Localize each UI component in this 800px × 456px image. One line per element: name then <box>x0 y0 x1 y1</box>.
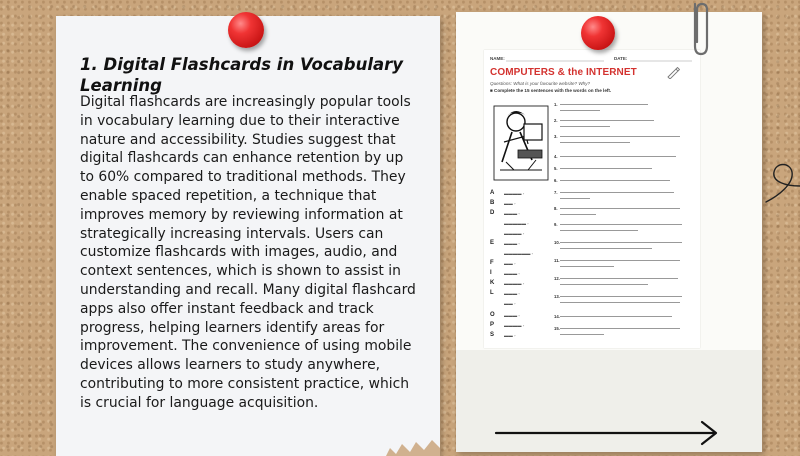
note-card <box>56 16 440 456</box>
worksheet-date-label: DATE: <box>614 56 628 61</box>
list-item: B ▬▬ ◦ <box>490 200 516 206</box>
right-arrow-icon <box>492 418 726 448</box>
note-body: Digital flashcards are increasingly popular tools in vocabulary learning due to their interactive nature and accessibility. Studies suggest that digital flashcards can enhance retention by up to 60% compared to traditional methods. They enable spaced repetition, a technique that improves memory by reviewing information at strategically increasing intervals. Users can customize flashcards with images, audio, and context sentences, which is shown to assist in understanding and recall. Many digital flashcard apps also offer instant feedback and track progress, helping learners identify areas for improvement. The convenience of using mobile devices allows learners to study anywhere, contributing to more consistent practice, which is crucial for language acquisition. <box>80 94 416 411</box>
list-item: L ▬▬▬ ◦ <box>490 290 520 296</box>
worksheet-image: NAME: DATE: COMPUTERS & the INTERNET Questions: What is your favourite website? Why? ■ Complete the 15 sentences with the words on the left. A ▬▬▬▬ ◦ B ▬▬ ◦ D ▬▬▬ ◦ ▬▬▬▬▬ ◦ ▬▬▬▬ ◦ E ▬▬▬ ◦ ▬▬▬▬▬▬ ◦ F ▬▬ ◦ I ▬▬▬ ◦ K ▬▬▬▬ ◦ L ▬▬▬ ◦ ▬▬ ◦ O ▬▬▬ ◦ P ▬▬▬▬ ◦ S ▬▬ ◦ 1. 2. 3. 4. 5. 6. 7. 8. 9. 10. 11. 12. 13. 14. 15. <box>484 50 700 348</box>
note-title: 1. Digital Flashcards in Vocabulary Learning <box>80 55 403 95</box>
worksheet-name-label: NAME: <box>490 56 505 61</box>
list-item: S ▬▬ ◦ <box>490 332 516 338</box>
list-item: F ▬▬ ◦ <box>490 260 516 266</box>
list-item: P ▬▬▬▬ ◦ <box>490 322 525 328</box>
worksheet-title: COMPUTERS & the INTERNET <box>490 67 637 78</box>
list-item: D ▬▬▬ ◦ <box>490 210 520 216</box>
list-item: ▬▬▬▬▬ ◦ <box>504 221 529 226</box>
list-item: ▬▬▬▬▬▬ ◦ <box>504 251 534 256</box>
list-item: ▬▬▬▬ ◦ <box>504 231 525 236</box>
list-item: O ▬▬▬ ◦ <box>490 312 520 318</box>
worksheet-question: Questions: What is your favourite website? Why? <box>490 81 591 86</box>
list-item: A ▬▬▬▬ ◦ <box>490 190 525 196</box>
loop-doodle-icon <box>756 152 800 208</box>
paper-clip-icon <box>686 0 712 58</box>
person-at-computer-illustration <box>492 102 550 182</box>
worksheet-instruction: ■ Complete the 15 sentences with the words on the left. <box>490 88 612 93</box>
list-item: I ▬▬▬ ◦ <box>490 270 520 276</box>
list-item: K ▬▬▬▬ ◦ <box>490 280 525 286</box>
red-pushpin-icon <box>581 16 615 50</box>
pencil-icon <box>666 67 680 79</box>
worksheet-header-lines <box>484 50 700 64</box>
list-item: E ▬▬▬ ◦ <box>490 240 520 246</box>
list-item: ▬▬ ◦ <box>504 301 516 306</box>
red-pushpin-icon <box>228 12 264 48</box>
